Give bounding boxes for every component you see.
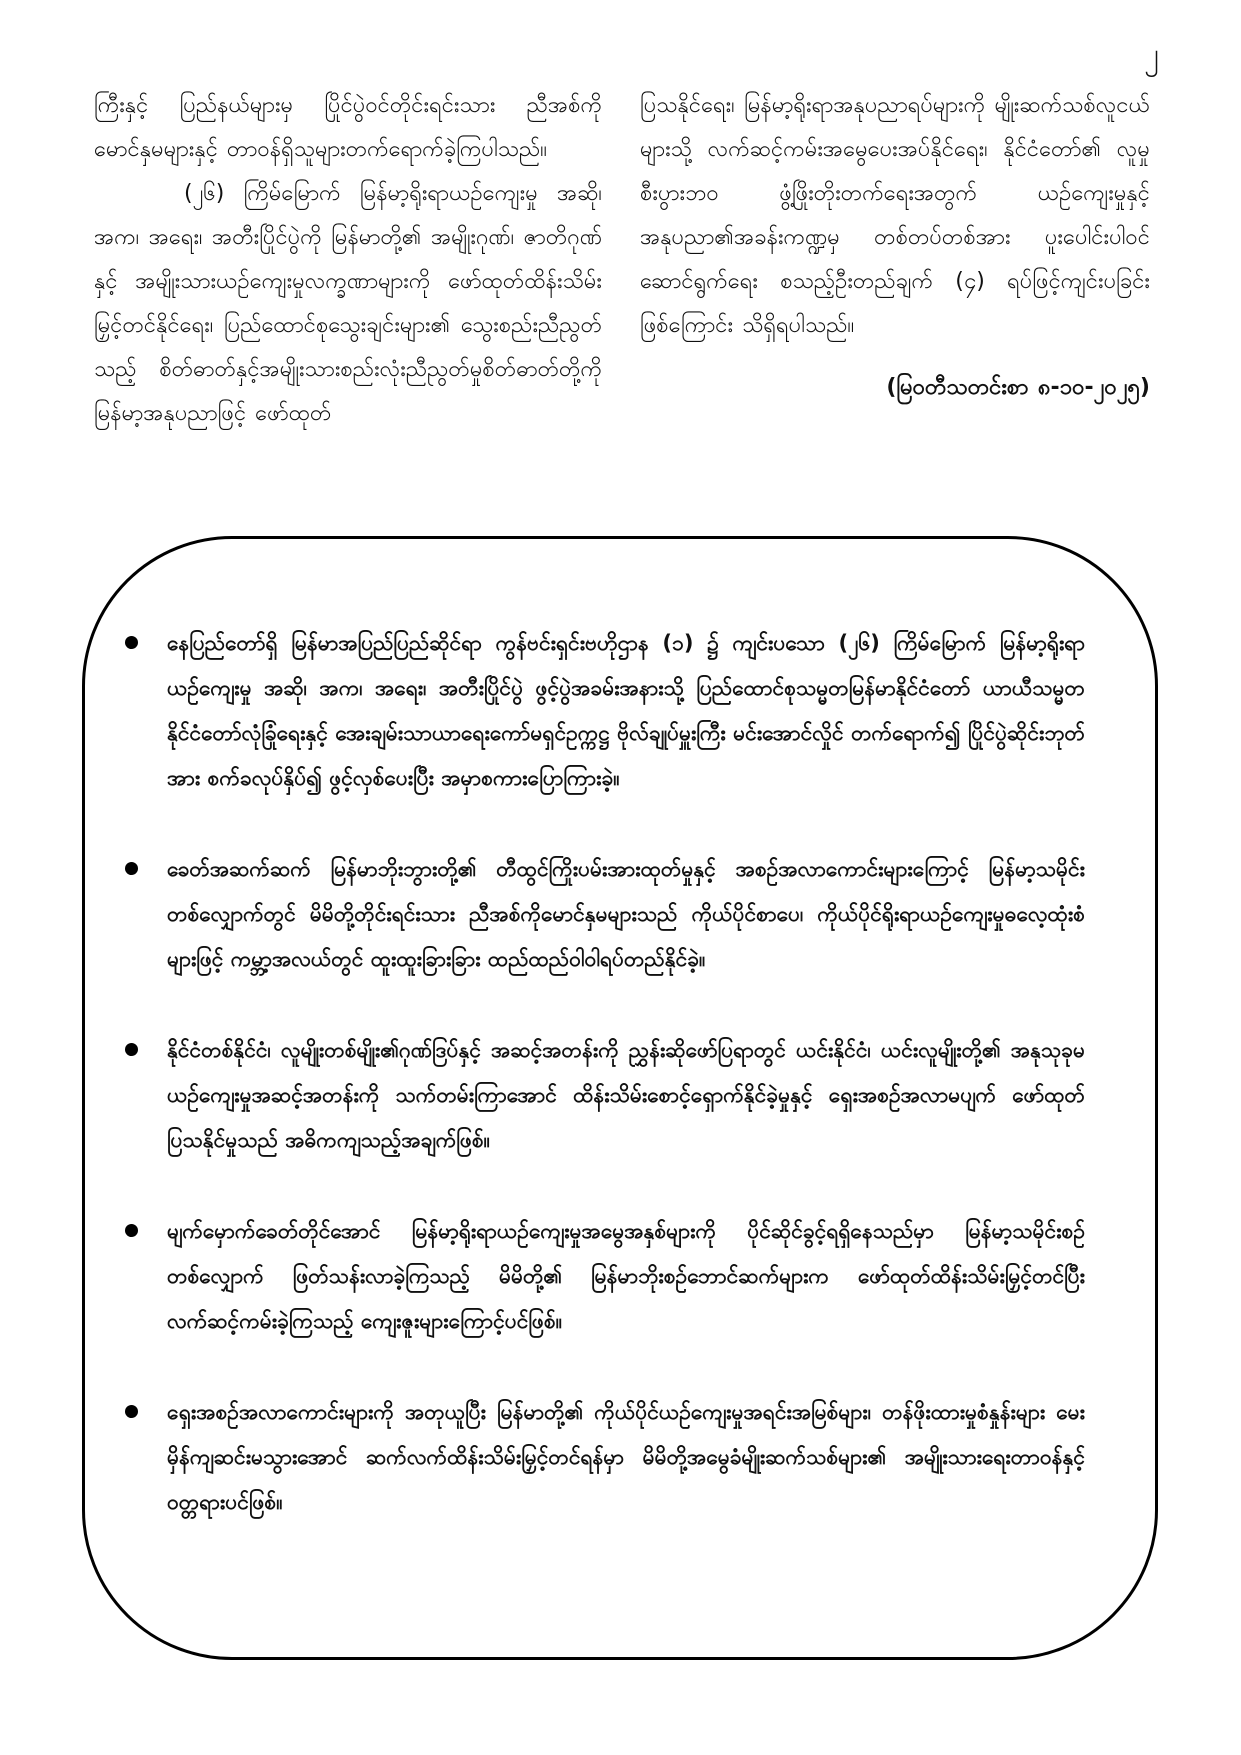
bullet-item	[167, 1028, 1085, 1163]
page-number: ၂	[1144, 37, 1159, 72]
bullet-dot-icon	[125, 1224, 138, 1237]
bullet-item	[167, 847, 1085, 982]
bullet-text: မျက်မှောက်ခေတ်တိုင်အောင် မြန်မာ့ရိုးရာယဉ်ကျေးမှုအမွေအနှစ်များကို ပိုင်ဆိုင်ခွင့်ရရှိနေသည်မှာ မြန်မာ့သမိုင်းစဉ်တစ်လျှောက် ဖြတ်သန်းလာခဲ့ကြသည့် မိမိတို့၏ မြန်မာဘိုးစဉ်ဘောင်ဆက်များက ဖော်ထုတ်ထိန်းသိမ်းမြှင့်တင်ပြီး လက်ဆင့်ကမ်းခဲ့ကြသည့် ကျေးဇူးများကြောင့်ပင်ဖြစ်။	[167, 1219, 1085, 1333]
bullet-item	[167, 1390, 1085, 1525]
summary-box	[82, 536, 1158, 1660]
bullet-dot-icon	[125, 1043, 138, 1056]
right-paragraph-1: ပြသနိုင်ရေး၊ မြန်မာ့ရိုးရာအနုပညာရပ်များကို မျိုးဆက်သစ်လူငယ်များသို့ လက်ဆင့်ကမ်းအမွေပေးအပ်နိုင်ရေး၊ နိုင်ငံတော်၏ လူမှုစီးပွားဘဝ ဖွံ့ဖြိုးတိုးတက်ရေးအတွက် ယဉ်ကျေးမှုနှင့် အနုပညာ၏အခန်းကဏ္ဍမှ တစ်တပ်တစ်အား ပူးပေါင်းပါဝင်ဆောင်ရွက်ရေး စသည့်ဦးတည်ချက် (၄) ရပ်ဖြင့်ကျင်းပခြင်းဖြစ်ကြောင်း သိရှိရပါသည်။	[640, 93, 1150, 338]
bullet-item	[167, 621, 1085, 801]
bullet-dot-icon	[125, 862, 138, 875]
left-paragraph-1: ကြီးနှင့် ပြည်နယ်များမှ ပြိုင်ပွဲဝင်တိုင်းရင်းသား ညီအစ်ကို မောင်နှမများနှင့် တာဝန်ရှိသူများတက်ရောက်ခဲ့ကြပါသည်။	[94, 93, 602, 162]
bullet-dot-icon	[125, 636, 138, 649]
right-column	[640, 84, 1150, 410]
bullet-text: ခေတ်အဆက်ဆက် မြန်မာဘိုးဘွားတို့၏ တီထွင်ကြိုးပမ်းအားထုတ်မှုနှင့် အစဉ်အလာကောင်းများကြောင့် မြန်မာ့သမိုင်းတစ်လျှောက်တွင် မိမိတို့တိုင်းရင်းသား ညီအစ်ကိုမောင်နှမများသည် ကိုယ်ပိုင်စာပေ၊ ကိုယ်ပိုင်ရိုးရာယဉ်ကျေးမှုဓလေ့ထုံးစံများဖြင့် ကမ္ဘာ့အလယ်တွင် ထူးထူးခြားခြား ထည်ထည်ဝါဝါရပ်တည်နိုင်ခဲ့။	[167, 857, 1085, 971]
bullet-item	[167, 1209, 1085, 1344]
source-citation: (မြဝတီသတင်းစာ ၈-၁၀-၂၀၂၅)	[886, 375, 1150, 400]
bullet-text: နိုင်ငံတစ်နိုင်ငံ၊ လူမျိုးတစ်မျိုး၏ဂုဏ်ဒြပ်နှင့် အဆင့်အတန်းကို ညွှန်းဆိုဖော်ပြရာတွင် ယင်းနိုင်ငံ၊ ယင်းလူမျိုးတို့၏ အနုသုခုမယဉ်ကျေးမှုအဆင့်အတန်းကို သက်တမ်းကြာအောင် ထိန်းသိမ်းစောင့်ရှောက်နိုင်ခဲ့မှုနှင့် ရှေးအစဉ်အလာမပျက် ဖော်ထုတ်ပြသနိုင်မှုသည် အဓိကကျသည့်အချက်ဖြစ်။	[167, 1038, 1085, 1152]
left-column	[94, 84, 602, 436]
bullet-dot-icon	[125, 1405, 138, 1418]
bullet-text: ရှေးအစဉ်အလာကောင်းများကို အတုယူပြီး မြန်မာတို့၏ ကိုယ်ပိုင်ယဉ်ကျေးမှုအရင်းအမြစ်များ၊ တန်ဖိုးထားမှုစံနှုန်းများ မေးမှိန်ကျဆင်းမသွားအောင် ဆက်လက်ထိန်းသိမ်းမြှင့်တင်ရန်မှာ မိမိတို့အမွေခံမျိုးဆက်သစ်များ၏ အမျိုးသားရေးတာဝန်နှင့် ဝတ္တရားပင်ဖြစ်။	[167, 1400, 1085, 1514]
left-paragraph-2: (၂၆) ကြိမ်မြောက် မြန်မာ့ရိုးရာယဉ်ကျေးမှု အဆို၊ အက၊ အရေး၊ အတီးပြိုင်ပွဲကို မြန်မာတို့၏ အမျိုးဂုဏ်၊ ဇာတိဂုဏ်နှင့် အမျိုးသားယဉ်ကျေးမှုလက္ခဏာများကို ဖော်ထုတ်ထိန်းသိမ်းမြှင့်တင်နိုင်ရေး၊ ပြည်ထောင်စုသွေးချင်းများ၏ သွေးစည်းညီညွတ်သည့် စိတ်ဓာတ်နှင့်အမျိုးသားစည်းလုံးညီညွတ်မှုစိတ်ဓာတ်တို့ကို မြန်မာ့အနုပညာဖြင့် ဖော်ထုတ်	[94, 181, 602, 426]
bullet-text: နေပြည်တော်ရှိ မြန်မာအပြည်ပြည်ဆိုင်ရာ ကွန်ဗင်းရှင်းဗဟိုဌာန (၁) ၌ ကျင်းပသော (၂၆) ကြိမ်မြောက် မြန်မာ့ရိုးရာယဉ်ကျေးမှု အဆို၊ အက၊ အရေး၊ အတီးပြိုင်ပွဲ ဖွင့်ပွဲအခမ်းအနားသို့ ပြည်ထောင်စုသမ္မတမြန်မာနိုင်ငံတော် ယာယီသမ္မတ နိုင်ငံတော်လုံခြုံရေးနှင့် အေးချမ်းသာယာရေးကော်မရှင်ဥက္ကဋ္ဌ ဗိုလ်ချုပ်မှူးကြီး မင်းအောင်လှိုင် တက်ရောက်၍ ပြိုင်ပွဲဆိုင်းဘုတ်အား စက်ခလုပ်နှိပ်၍ ဖွင့်လှစ်ပေးပြီး အမှာစကားပြောကြားခဲ့။	[167, 631, 1085, 790]
summary-bullet-list	[85, 621, 1155, 1571]
